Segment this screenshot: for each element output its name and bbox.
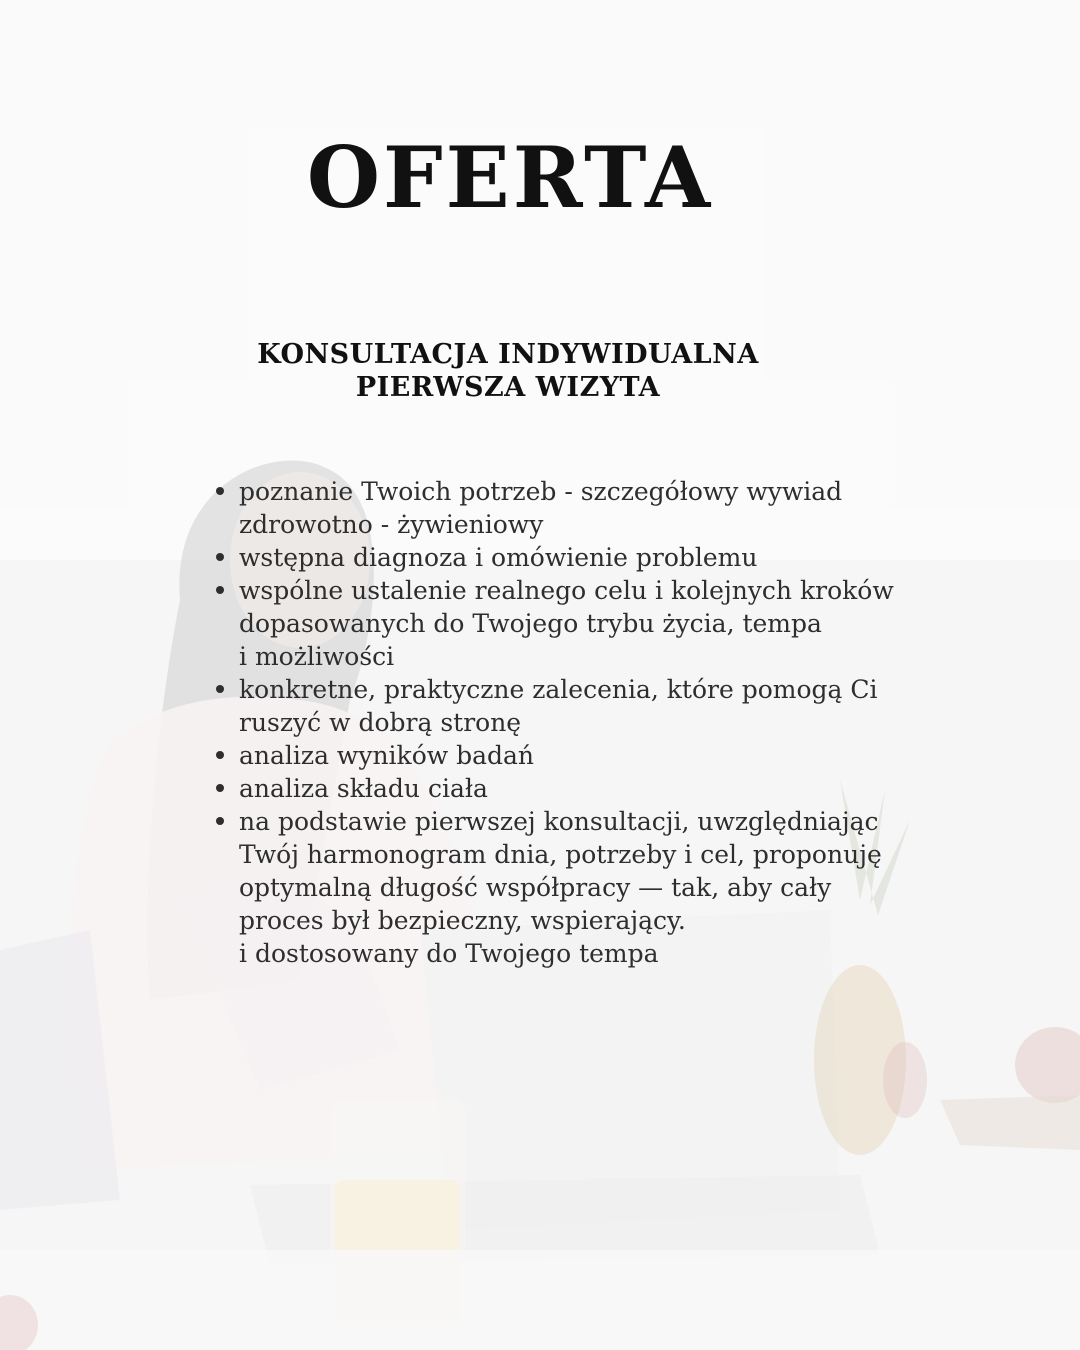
list-item-text: analiza wyników badań bbox=[239, 741, 535, 770]
bullet-icon bbox=[216, 784, 224, 792]
subtitle-line: KONSULTACJA INDYWIDUALNA bbox=[257, 339, 759, 370]
bullet-icon bbox=[216, 487, 224, 495]
list-item-text: poznanie Twoich potrzeb - szczegółowy wywiad zdrowotno - żywieniowy bbox=[239, 477, 843, 539]
list-item bbox=[214, 541, 914, 574]
list-item-text: na podstawie pierwszej konsultacji, uwzględniając Twój harmonogram dnia, potrzeby i cel, proponuję optymalną długość współpracy — tak, aby cały proces był bezpieczny, wspierający. i dostosowany do Twojego tempa bbox=[239, 807, 882, 968]
list-item bbox=[214, 475, 914, 541]
list-item-text: wstępna diagnoza i omówienie problemu bbox=[239, 543, 758, 572]
page-title: OFERTA bbox=[306, 128, 714, 227]
list-item bbox=[214, 574, 914, 673]
bullet-icon bbox=[216, 685, 224, 693]
list-item-text: analiza składu ciała bbox=[239, 774, 488, 803]
list-item bbox=[214, 673, 914, 739]
bullet-icon bbox=[216, 751, 224, 759]
offer-subtitle bbox=[0, 338, 1016, 404]
list-item bbox=[214, 772, 914, 805]
bullet-icon bbox=[216, 586, 224, 594]
list-item bbox=[214, 739, 914, 772]
subtitle-line: PIERWSZA WIZYTA bbox=[355, 372, 661, 403]
bullet-icon bbox=[216, 553, 224, 561]
offer-list bbox=[214, 475, 914, 970]
list-item bbox=[214, 805, 914, 970]
list-item-text: wspólne ustalenie realnego celu i kolejnych kroków dopasowanych do Twojego trybu życia, tempa i możliwości bbox=[239, 576, 894, 671]
list-item-text: konkretne, praktyczne zalecenia, które pomogą Ci ruszyć w dobrą stronę bbox=[239, 675, 878, 737]
bullet-icon bbox=[216, 817, 224, 825]
